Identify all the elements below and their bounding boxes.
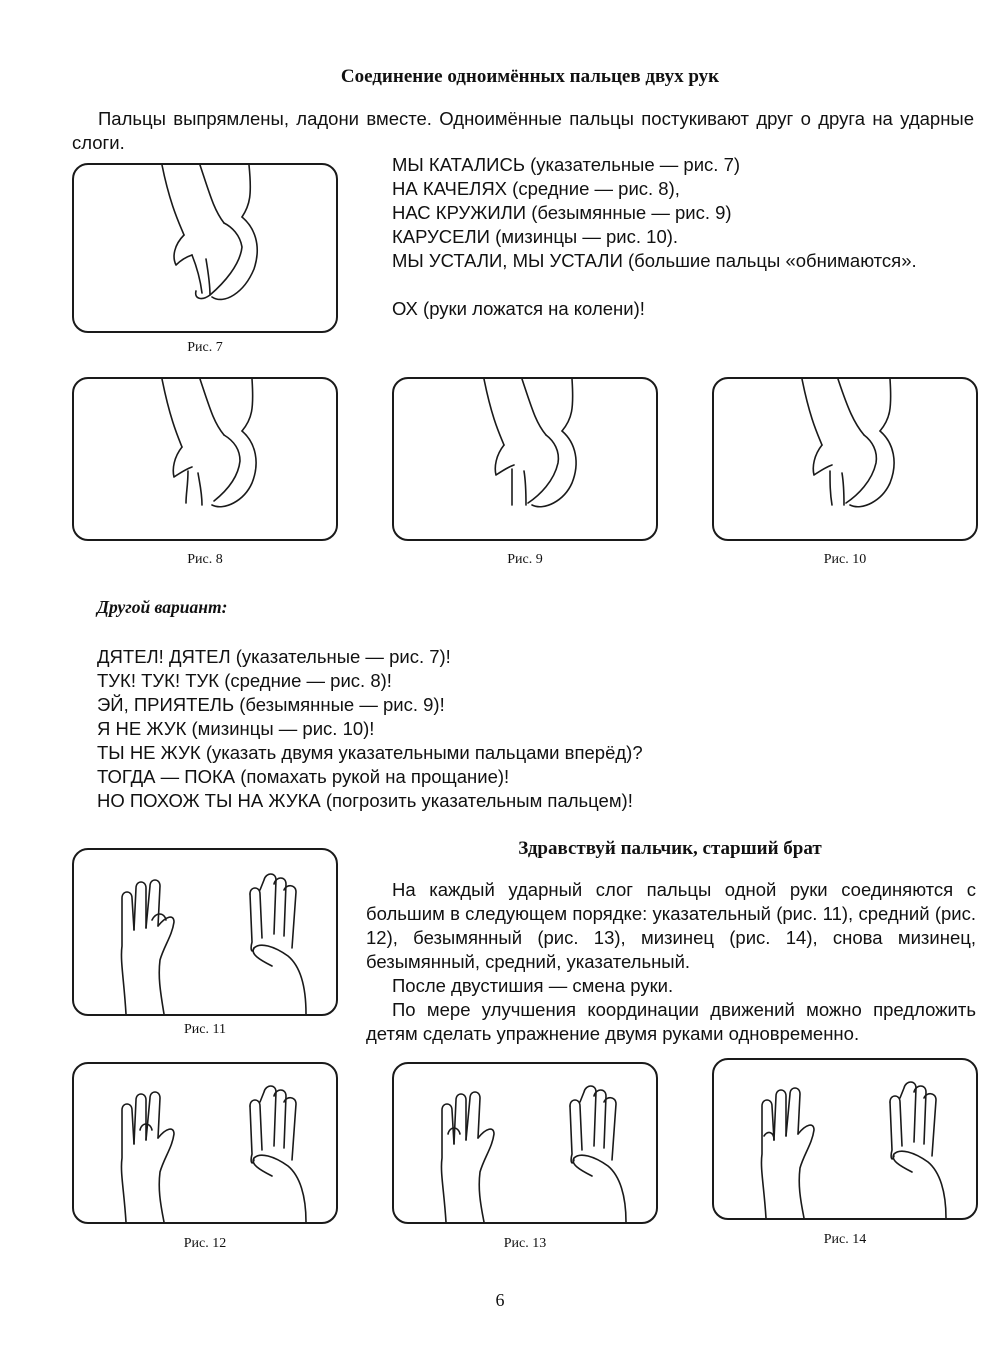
figure-8-caption: Рис. 8 bbox=[187, 552, 223, 567]
intro-text: Пальцы выпрямлены, ладони вместе. Одноимённые пальцы постукивают друг о друга на ударные слоги. bbox=[72, 108, 974, 153]
figure-9-frame bbox=[392, 377, 658, 541]
poem-line-5 bbox=[366, 249, 974, 273]
figure-7-caption: Рис. 7 bbox=[187, 340, 223, 355]
poem-line: НАС КРУЖИЛИ (безымянные — рис. 9) bbox=[392, 202, 732, 223]
figure-12-frame bbox=[72, 1062, 338, 1224]
figure-11-frame bbox=[72, 848, 338, 1016]
section-title-1: Соединение одноимённых пальцев двух рук bbox=[340, 66, 720, 87]
variant-line: НО ПОХОЖ ТЫ НА ЖУКА (погрозить указательным пальцем)! bbox=[97, 790, 633, 811]
two-open-hands-illustration bbox=[394, 1064, 656, 1222]
figure-14-frame bbox=[712, 1058, 978, 1220]
poem-lines bbox=[392, 153, 977, 249]
section-2-text bbox=[366, 878, 976, 1046]
figure-13-frame bbox=[392, 1062, 658, 1224]
hands-together-illustration bbox=[74, 165, 336, 331]
variant-line: ТЫ НЕ ЖУК (указать двумя указательными пальцами вперёд)? bbox=[97, 742, 643, 763]
two-open-hands-illustration bbox=[74, 1064, 336, 1222]
hands-together-illustration bbox=[394, 379, 656, 539]
figure-11-caption: Рис. 11 bbox=[184, 1022, 226, 1037]
variant-heading: Другой вариант: bbox=[97, 597, 228, 617]
poem-line: МЫ УСТАЛИ, МЫ УСТАЛИ (большие пальцы «обнимаются». bbox=[392, 250, 917, 271]
variant-line: Я НЕ ЖУК (мизинцы — рис. 10)! bbox=[97, 718, 375, 739]
poem-line: НА КАЧЕЛЯХ (средние — рис. 8), bbox=[392, 178, 680, 199]
variant-line: ТОГДА — ПОКА (помахать рукой на прощание)! bbox=[97, 766, 510, 787]
variant-lines bbox=[97, 645, 957, 813]
intro-paragraph bbox=[72, 107, 974, 155]
poem-line: МЫ КАТАЛИСЬ (указательные — рис. 7) bbox=[392, 154, 741, 175]
figure-10-caption: Рис. 10 bbox=[823, 552, 867, 567]
figure-14-caption: Рис. 14 bbox=[823, 1232, 867, 1247]
hands-together-illustration bbox=[74, 379, 336, 539]
figure-9-caption: Рис. 9 bbox=[507, 552, 543, 567]
figure-13-caption: Рис. 13 bbox=[503, 1236, 547, 1251]
poem-line: КАРУСЕЛИ (мизинцы — рис. 10). bbox=[392, 226, 679, 247]
two-open-hands-illustration bbox=[74, 850, 336, 1014]
variant-line: ДЯТЕЛ! ДЯТЕЛ (указательные — рис. 7)! bbox=[97, 646, 451, 667]
paragraph: После двустишия — смена руки. bbox=[392, 975, 674, 996]
figure-12-caption: Рис. 12 bbox=[183, 1236, 227, 1251]
variant-line: ЭЙ, ПРИЯТЕЛЬ (безымянные — рис. 9)! bbox=[97, 694, 445, 715]
figure-7-frame bbox=[72, 163, 338, 333]
paragraph: На каждый ударный слог пальцы одной руки соединяются с большим в следующем порядке: указательный (рис. 11), средний (рис. 12), безымянный (рис. 13), мизинец (рис. 14), снова мизинец, безымянный, средний, указательный. bbox=[366, 879, 976, 972]
poem-line-6: ОХ (руки ложатся на колени)! bbox=[392, 298, 645, 319]
figure-8-frame bbox=[72, 377, 338, 541]
section-title-2: Здравствуй пальчик, старший брат bbox=[518, 838, 822, 859]
figure-10-frame bbox=[712, 377, 978, 541]
hands-together-illustration bbox=[714, 379, 976, 539]
paragraph: По мере улучшения координации движений можно предложить детям сделать упражнение двумя руками одновременно. bbox=[366, 999, 976, 1044]
variant-line: ТУК! ТУК! ТУК (средние — рис. 8)! bbox=[97, 670, 392, 691]
page-number: 6 bbox=[495, 1290, 505, 1310]
two-open-hands-illustration bbox=[714, 1060, 976, 1218]
